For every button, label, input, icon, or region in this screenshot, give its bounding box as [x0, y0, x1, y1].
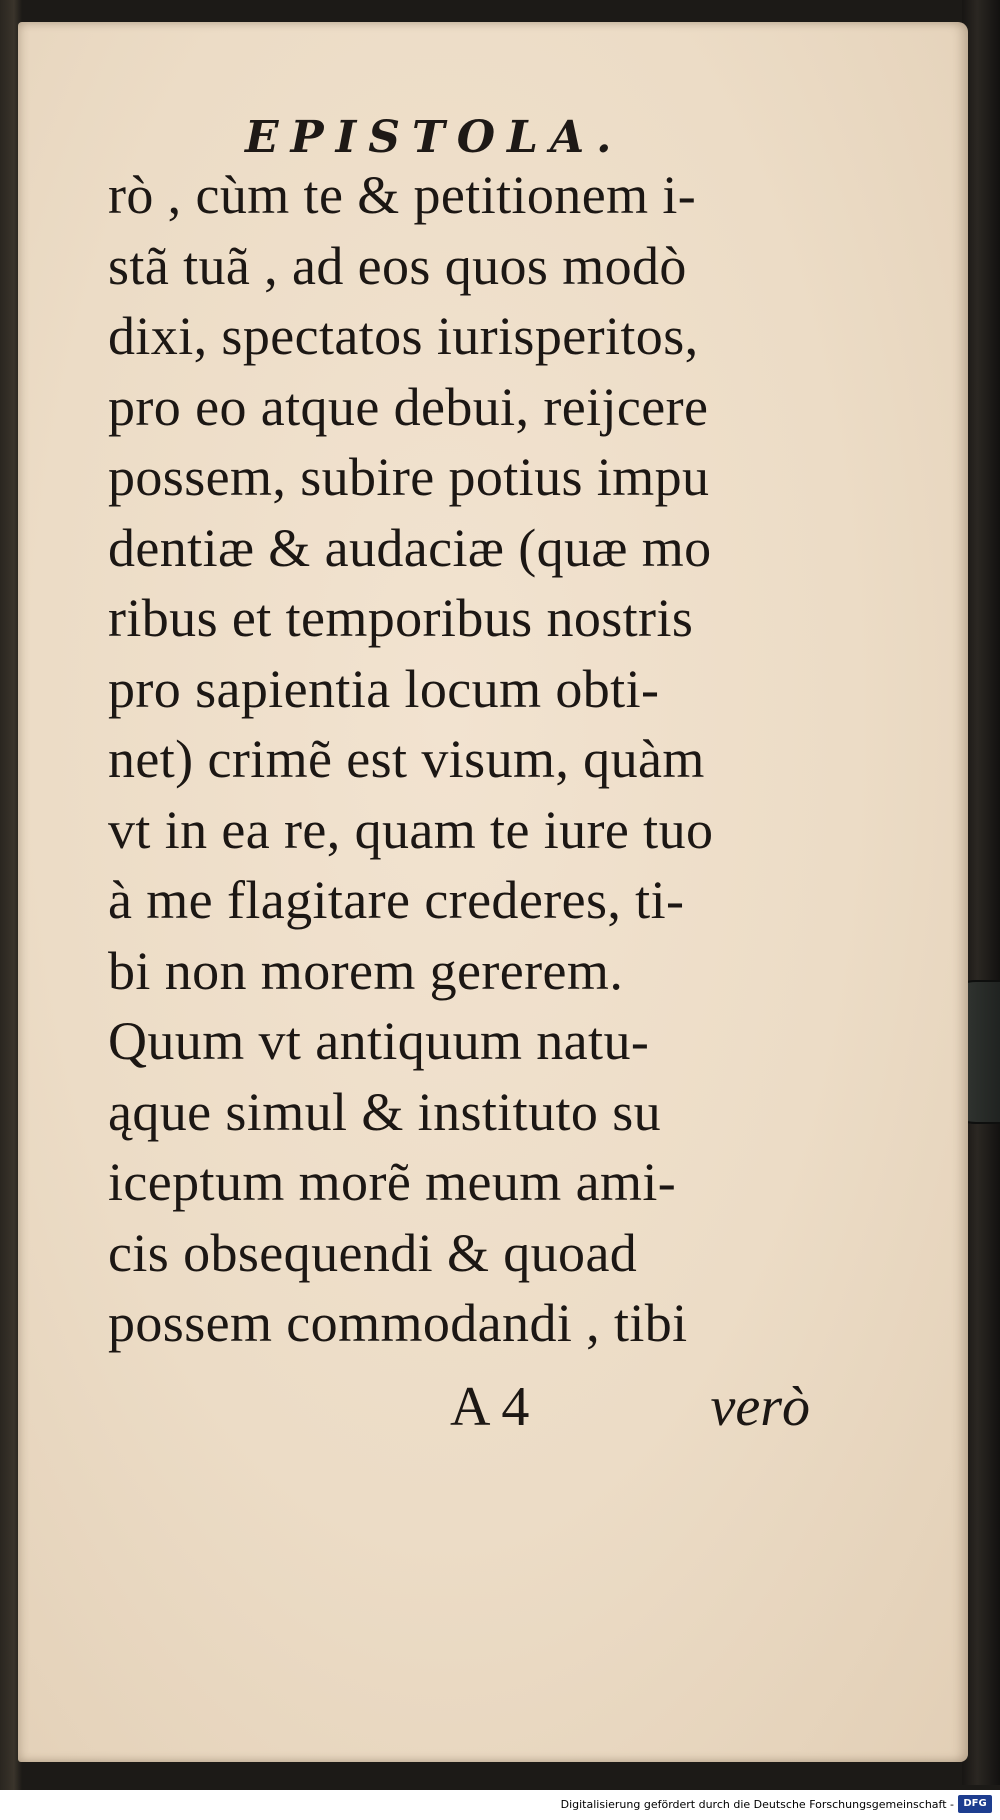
text-line: rò , cùm te & petitionem i- — [108, 165, 697, 225]
dfg-logo: DFG — [958, 1795, 992, 1813]
text-line: dentiæ & audaciæ (quæ mo — [108, 517, 712, 578]
text-block — [108, 160, 808, 1359]
text-line: possem commodandi , tibi — [108, 1293, 688, 1353]
text-line: ribus et temporibus nostris — [108, 588, 694, 648]
text-line: pro sapientia locum obti- — [108, 658, 660, 719]
text-line: bi non morem gererem. — [108, 940, 624, 1001]
signature-row — [450, 1375, 810, 1445]
catchword: verò — [710, 1376, 810, 1438]
text-line: iceptum morẽ meum ami- — [108, 1152, 677, 1212]
text-line: à me flagitare crederes, ti- — [108, 870, 685, 930]
text-line: ąque simul & instituto su — [108, 1081, 662, 1142]
footer-credit: Digitalisierung gefördert durch die Deutsche Forschungsgemeinschaft - — [560, 1798, 954, 1811]
footer-bar — [0, 1790, 1000, 1820]
text-line: possem, subire potius impu — [108, 447, 710, 507]
running-header: EPISTOLA. — [245, 112, 624, 163]
text-line: cis obsequendi & quoad — [108, 1222, 638, 1283]
text-line: dixi, spectatos iurisperitos, — [108, 306, 699, 366]
text-line: pro eo atque debui, reijcere — [108, 376, 709, 437]
text-line: stã tuã , ad eos quos modò — [108, 235, 687, 296]
text-line: vt in ea re, quam te iure tuo — [108, 799, 714, 860]
signature-mark: A 4 — [450, 1376, 530, 1438]
text-line: net) crimẽ est visum, quàm — [108, 729, 705, 789]
text-line: Quum vt antiquum natu- — [108, 1011, 650, 1071]
